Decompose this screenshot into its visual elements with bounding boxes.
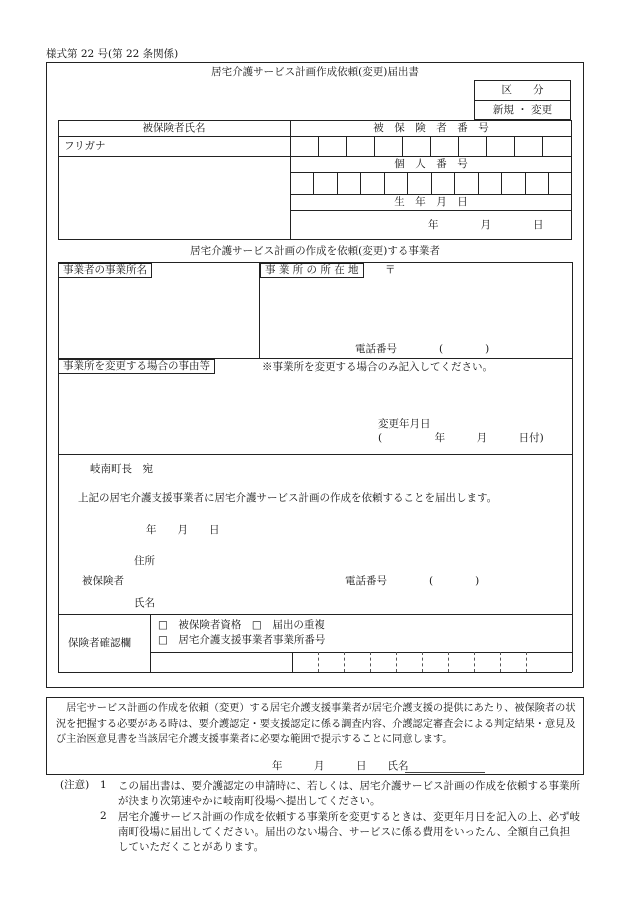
change-date-label: 変更年月日	[378, 418, 431, 430]
change-note: ※事業所を変更する場合のみ記入してください。	[262, 361, 493, 373]
insured-number-header: 被 保 険 者 番 号	[373, 122, 489, 134]
insurer-check-line1[interactable]: □ 被保険者資格 □ 届出の重複	[158, 619, 325, 631]
note2-text: 居宅介護サービス計画の作成を依頼する事業所を変更するときは、変更年月日を記入の上、必ず岐南町役場に届出してください。届出のない場合、サービスに係る費用をいったん、全額自己負担していただくことがあります。	[118, 811, 580, 853]
dob-header: 生 年 月 日	[394, 196, 468, 208]
provider-section-title: 居宅介護サービス計画の作成を依頼(変更)する事業者	[190, 245, 440, 257]
declaration-phone[interactable]: 電話番号 ( )	[345, 575, 480, 587]
personal-number-header: 個 人 番 号	[394, 158, 468, 170]
form-number: 様式第 22 号(第 22 条関係)	[46, 48, 179, 60]
office-address-label: 事 業 所 の 所 在 地	[260, 263, 364, 278]
office-name-label: 事業者の事業所名	[58, 263, 152, 278]
insured-name-header: 被保険者氏名	[142, 122, 206, 134]
office-phone[interactable]: 電話番号 ( )	[355, 343, 490, 355]
postal-mark: 〒	[385, 264, 396, 276]
address-label: 住所	[134, 555, 155, 567]
dob-value[interactable]: 年 月 日	[428, 219, 544, 231]
change-date-value[interactable]: ( 年 月 日付)	[378, 432, 544, 444]
declaration-statement: 上記の居宅介護支援事業者に居宅介護サービス計画の作成を依頼することを届出します。	[78, 492, 498, 504]
insured-label: 被保険者	[82, 575, 124, 587]
addressee: 岐南町長 宛	[90, 463, 153, 475]
furigana-label: フリガナ	[64, 140, 106, 152]
name-label: 氏名	[134, 597, 155, 609]
form-title: 居宅介護サービス計画作成依頼(変更)届出書	[211, 66, 419, 78]
declaration-date[interactable]: 年 月 日	[146, 524, 220, 536]
note2-number: 2	[100, 810, 107, 822]
insurer-check-label: 保険者確認欄	[68, 637, 131, 649]
change-reason-label: 事業所を変更する場合の事由等	[58, 359, 215, 374]
note1-number: 1	[100, 779, 107, 791]
kubun-value: 新規 ・ 変更	[492, 104, 553, 116]
consent-text: 居宅サービス計画の作成を依頼（変更）する居宅介護支援事業者が居宅介護支援の提供にあたり、被保険者の状況を把握する必要がある時は、要介護認定・要支援認定に係る調査内容、介護認定審査会による判定結果・意見及び主治医意見書を当該居宅介護支援事業者に必要な範囲で提示することに同意します。	[56, 703, 576, 745]
insurer-check-line2[interactable]: □ 居宅介護支援事業者事業所番号	[158, 634, 326, 646]
notes-label: (注意)	[60, 779, 90, 791]
note1-text: この届出書は、要介護認定の申請時に、若しくは、居宅介護サービス計画の作成を依頼する事業所が決まり次第速やかに岐南町役場へ提出してください。	[118, 780, 580, 807]
kubun-header: 区 分	[501, 84, 544, 96]
consent-signature[interactable]: 年 月 日 氏名	[272, 760, 409, 772]
